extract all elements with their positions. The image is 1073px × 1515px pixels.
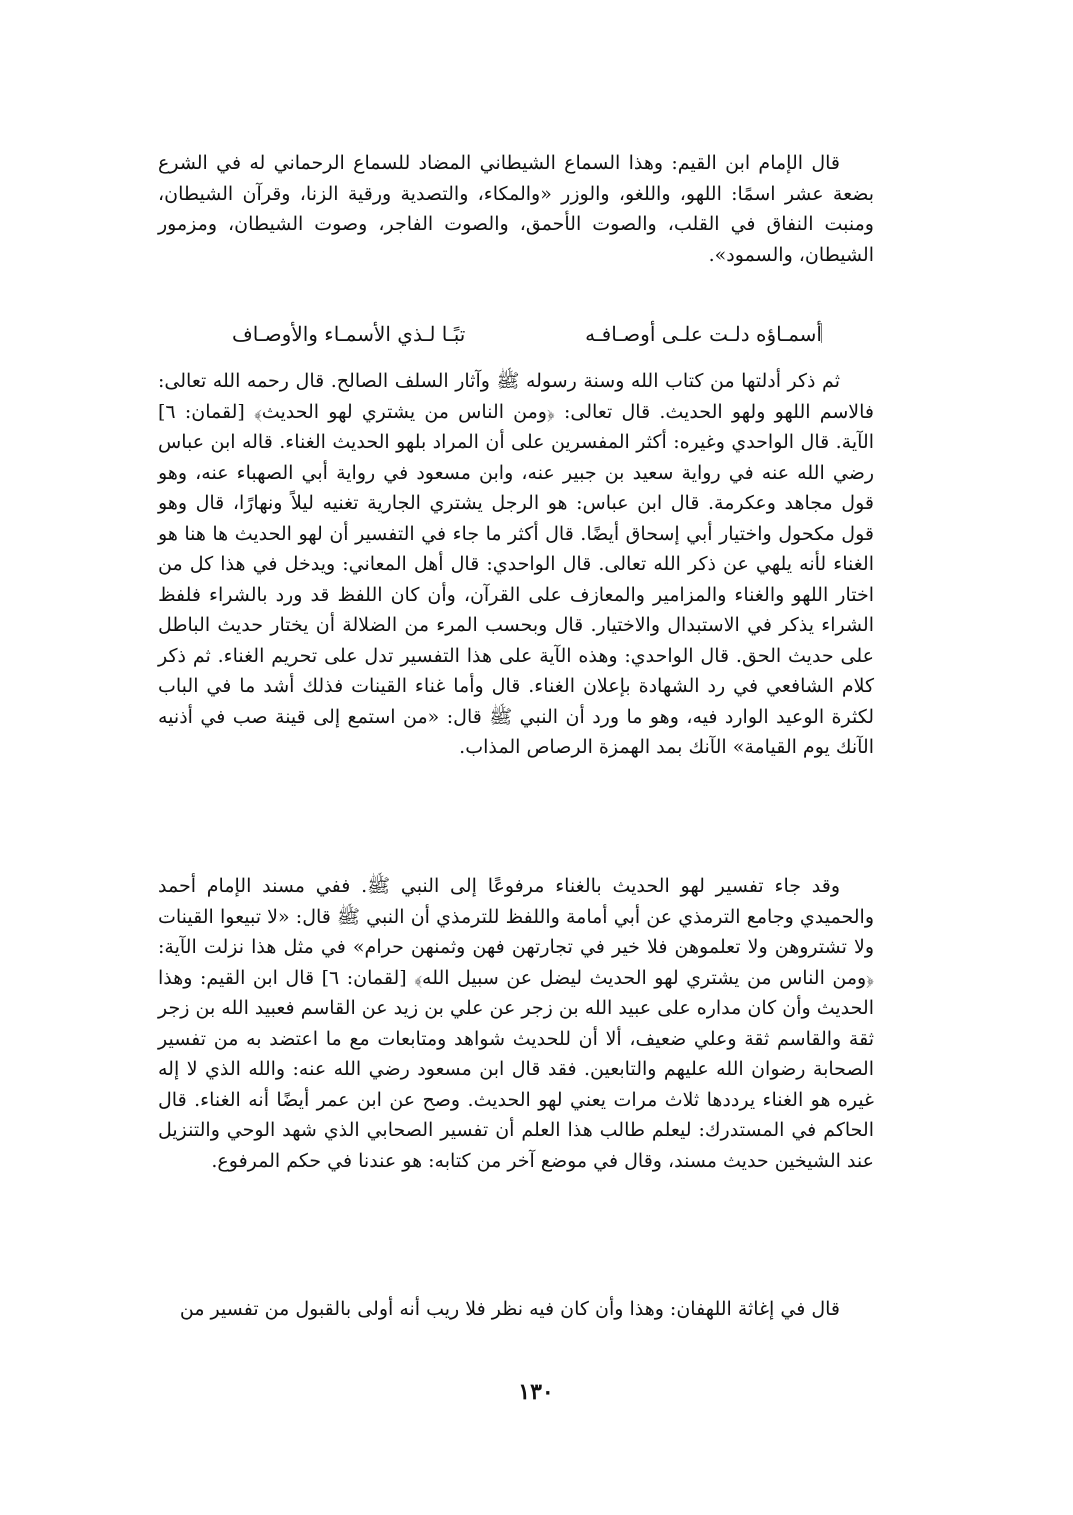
verse-second-hemistich: تبًـا لـذي الأسمـاء والأوصـاف [232,322,466,346]
text-block-1 [158,148,874,270]
poem-verse [232,317,822,351]
paragraph-ibn-qayyim-names: قال الإمام ابن القيم: وهذا السماع الشيطاني المضاد للسماع الرحماني له في الشرع بضعة عشر اسمًا: اللهو، واللغو، والوزر «والمكاء، والتصدية ورقية الزنا، وقرآن الشيطان، ومنبت النفاق في القلب، والصوت الأحمق، والصوت الفاجر، وصوت الشيطان، ومزمور الشيطان، والسمود». [158,152,874,266]
text-block-2 [158,366,874,763]
paragraph-evidence-tafsir: ثم ذكر أدلتها من كتاب الله وسنة رسوله ﷺ وآثار السلف الصالح. قال رحمه الله تعالى: فالاسم اللهو ولهو الحديث. قال تعالى: ﴿ومن الناس من يشتري لهو الحديث﴾ [لقمان: ٦] الآية. قال الواحدي وغيره: أكثر المفسرين على أن المراد بلهو الحديث الغناء. قاله ابن عباس رضي الله عنه في رواية سعيد بن جبير عنه، وابن مسعود في رواية أبي الصهباء عنه، وهو قول مجاهد وعكرمة. قال ابن عباس: هو الرجل يشتري الجارية تغنيه ليلاً ونهارًا، قال وهو قول مكحول واختيار أبي إسحاق أيضًا. قال أكثر ما جاء في التفسير أن لهو الحديث ها هنا هو الغناء لأنه يلهي عن ذكر الله تعالى. قال الواحدي: قال أهل المعاني: ويدخل في هذا كل من اختار اللهو والغناء والمزامير والمعازف على القرآن، وأن كان اللفظ قد ورد بالشراء فلفظ الشراء يذكر في الاستبدال والاختيار. قال وبحسب المرء من الضلالة أن يختار حديث الباطل على حديث الحق. قال الواحدي: وهذه الآية على هذا التفسير تدل على تحريم الغناء. ثم ذكر كلام الشافعي في رد الشهادة بإعلان الغناء. قال وأما غناء القينات فذلك أشد ما في الباب لكثرة الوعيد الوارد فيه، وهو ما ورد أن النبي ﷺ قال: «من استمع إلى قينة صب في أذنيه الآنك يوم القيامة» الآنك بمد الهمزة الرصاص المذاب. [158,370,874,758]
text-block-3 [158,871,874,1176]
text-block-4 [158,1294,874,1325]
verse-first-hemistich: أسمـاؤه دلـت علـى أوصـافـه [585,322,822,346]
paragraph-ighatha: قال في إغاثة اللهفان: وهذا وأن كان فيه نظر فلا ريب أنه أولى بالقبول من تفسير من [179,1298,840,1320]
page-number: ١٣٠ [518,1379,554,1405]
paragraph-marfu-hadith: وقد جاء تفسير لهو الحديث بالغناء مرفوعًا إلى النبي ﷺ. ففي مسند الإمام أحمد والحميدي وجامع الترمذي عن أبي أمامة واللفظ للترمذي أن النبي ﷺ قال: «لا تبيعوا القينات ولا تشتروهن ولا تعلموهن فلا خير في تجارتهن فهن وثمنهن حرام» في مثل هذا نزلت الآية: ﴿ومن الناس من يشتري لهو الحديث ليضل عن سبيل الله﴾ [لقمان: ٦] قال ابن القيم: وهذا الحديث وأن كان مداره على عبيد الله بن زجر عن علي بن زيد عن القاسم فعبيد الله بن زجر ثقة والقاسم ثقة وعلي ضعيف، ألا أن للحديث شواهد ومتابعات مع ما اعتضد به من تفسير الصحابة رضوان الله عليهم والتابعين. فقد قال ابن مسعود رضي الله عنه: والله الذي لا إله غيره هو الغناء يرددها ثلاث مرات يعني لهو الحديث. وصح عن ابن عمر أيضًا أنه الغناء. قال الحاكم في المستدرك: ليعلم طالب هذا العلم أن تفسير الصحابي الذي شهد الوحي والتنزيل عند الشيخين حديث مسند، وقال في موضع آخر من كتابه: هو عندنا في حكم المرفوع. [158,875,875,1172]
